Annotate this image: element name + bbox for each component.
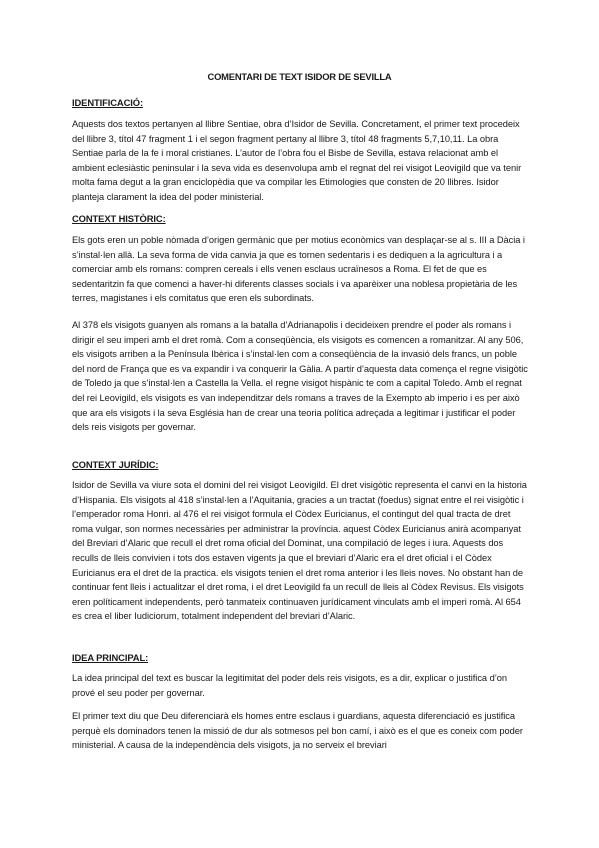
paragraph-context-juridic: Isidor de Sevilla va viure sota el domini del rei visigot Leovigild. El dret visigòtic representa el canvi en la historia d’Hispania. Els visigots al 418 s’instal·len a l’Aquitania, gracies a un tractat (foedus) signat entre el rei visigòtic i l’emperador roma Honri. al 476 el rei visigot formula el Còdex Euricianus, el contingut del qual tracta de dret roma vulgar, son normes necessàries per administrar la província. aquest Còdex Euricianus anirà acompanyat del Breviari d’Alaric que recull el dret roma oficial del Dominat, una compilació de leges i iura. Aquests dos reculls de lleis convivien i tots dos estaven vigents ja que el breviari d’Alaric era el dret oficial i el Còdex Euricianus era el dret de la practica. els visigots tenien el dret roma anterior i les lleis noves. No obstant han de continuar fent lleis i actualitzar el dret roma, i el dret Leovigild fa un recull de lleis al Còdex Revisus. Els visigots eren políticament independents, però tanmateix continuaven jurídicament vinculats amb el imperi romà. Al 654 es crea el liber Iudiciorum, totalment independent del breviari d’Alaric. — [72, 480, 527, 622]
paragraph-context-historic-1: Els gots eren un poble nòmada d’origen germànic que per motius econòmics van desplaçar-se al s. III a Dàcia i s’instal·len allà. La seva forma de vida canvia ja que es tornen sedentaris i es dediquen a la agricultura i a comerciar amb els romans: compren cereals i ells venen esclaus ucraïnesos a Roma. El fet de que es sedentaritzin fa que comenci a haver-hi diferents classes socials i va aparèixer una noblesa propietària de les terres, magistanes i els comitatus que eren els subordinats. — [72, 235, 525, 304]
paragraph-idea-principal-1: La idea principal del text es buscar la legitimitat del poder dels reis visigots, es a dir, explicar o justifica d’on prové el seu poder per governar. — [72, 673, 507, 698]
heading-idea-principal: IDEA PRINCIPAL: — [72, 652, 149, 663]
paragraph-context-historic-2: Al 378 els visigots guanyen als romans a la batalla d’Adrianapolis i decideixen prendre el poder als romans i dirigir el seu imperi amb el dret romà. Com a conseqüència, els visigots es comencen a romanitzar. Al any 506, els visigots arriben a la Península Ibèrica i s’instal·len com a conseqüència de la invasió dels francs, un poble del nord de França que es va expandir i va conquerir la Gàlia. A partir d’aquesta data comença el regne visigòtic de Toledo ja que s’instal·len a Castella la Vella. el regne visigot hispànic te com a capital Toledo. Amb el regnat del rei Leovigild, els visigots es van independitzar dels romans a traves de la Exempto ab imperio i es per això que ara els visigots i la seva Església han de crear una teoria política adreçada a legitimar i justificar el poder dels reis visigots per governar. — [72, 320, 528, 433]
document-title: COMENTARI DE TEXT ISIDOR DE SEVILLA — [207, 71, 392, 82]
heading-context-juridic: CONTEXT JURÍDIC: — [72, 459, 159, 470]
paragraph-identificacio: Aquests dos textos pertanyen al llibre Sentiae, obra d’Isidor de Sevilla. Concretament, el primer text procedeix del llibre 3, títol 47 fragment 1 i el segon fragment pertany al llibre 3, títol 48 fragments 5,7,10,11. La obra Sentiae parla de la fe i moral cristianes. L’autor de l’obra fou el Bisbe de Sevilla, estava relacionat amb el ambient eclesiàstic peninsular i la seva vida es desenvolupa amb el regnat del rei visigot Leovigild que va tenir molta fama degut a la gran enciclopèdia que va compilar les Etimologies que consten de 20 llibres. Isidor planteja clarament la idea del poder ministerial. — [72, 119, 522, 202]
heading-context-historic: CONTEXT HISTÒRIC: — [72, 213, 166, 224]
paragraph-idea-principal-2: El primer text diu que Deu diferenciarà els homes entre esclaus i guardians, aquesta diferenciació es justifica perquè els dominadors tenen la missió de dur als sotmesos pel bon camí, i això es el que es coneix com poder ministerial. A causa de la independència dels visigots, ja no serveix el breviari — [72, 711, 523, 751]
heading-identificacio: IDENTIFICACIÓ: — [72, 97, 143, 108]
